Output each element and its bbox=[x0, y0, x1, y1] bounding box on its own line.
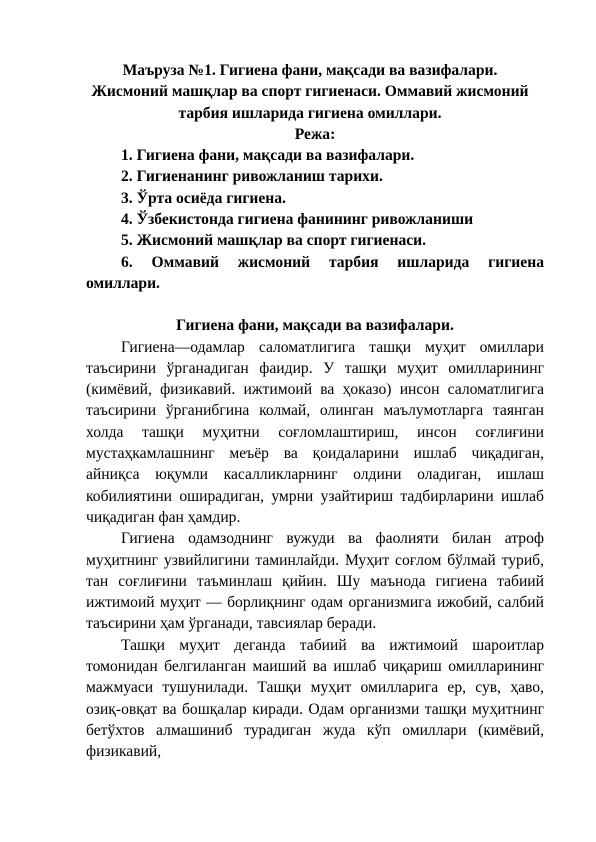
paragraph-3: Ташқи муҳит деганда табиий ва ижтимоий шароитлар томонидан белгиланган маиший ва ишлаб чиқариш омилларининг мажмуаси тушунилади. Ташқи муҳит омилларига ер, сув, ҳаво, озиқ-овқат ва бошқалар киради. Одам организми ташқи муҳитнинг бетўхтов алмашиниб турадиган жуда кўп омиллари (кимёвий, физикавий, bbox=[86, 636, 544, 761]
plan-item-5: 5. Жисмоний машқлар ва спорт гигиенаси. bbox=[121, 232, 427, 250]
plan-list bbox=[86, 145, 544, 294]
paragraph-2: Гигиена одамзоднинг вужуди ва фаолияти билан атроф муҳитнинг узвийлигини таминлайди. Муҳит соғлом бўлмай туриб, тан соғлиғини таъминлаш қийин. Шу маънода гигиена табиий ижтимоий муҳит — борлиқнинг одам организмига ижобий, салбий таъсирини ҳам ўрганади, тавсиялар беради. bbox=[86, 530, 544, 633]
paragraph-1: Гигиена—одамлар саломатлигига ташқи муҳит омиллари таъсирини ўрганадиган фаидир. У ташқи муҳит омилларининг (кимёвий, физикавий. ижтимоий ва ҳоказо) инсон саломатлигига таъсирини ўрганибгина колмай, олинган маълумотларга таянган холда ташқи муҳитни соғломлаштириш, инсон соғлиғини мустаҳкамлашнинг меъёр ва қоидаларини ишлаб чиқадиган, айниқса юқумли касалликларнинг олдини оладиган, ишлаш кобилиятини оширадиган, умрни узайтириш тадбирларини ишлаб чиқадиган фан ҳамдир. bbox=[86, 338, 544, 526]
blank-line bbox=[86, 294, 544, 315]
lecture-title: Маъруза №1. Гигиена фани, мақсади ва вазифалари. Жисмоний машқлар ва спорт гигиенаси. Оммавий жисмоний тарбия ишларида гигиена омиллари. bbox=[91, 62, 529, 122]
plan-item-6: 6. Оммавий жисмоний тарбия ишларида гигиена омиллари. bbox=[86, 253, 544, 292]
plan-item-1: 1. Гигиена фани, мақсади ва вазифалари. bbox=[121, 147, 415, 165]
section-heading: Гигиена фани, мақсади ва вазифалари. bbox=[176, 317, 454, 335]
plan-item-4: 4. Ўзбекистонда гигиена фанининг ривожланиши bbox=[121, 211, 474, 229]
plan-item-2: 2. Гигиенанинг ривожланиш тарихи. bbox=[121, 168, 383, 186]
plan-item-3: 3. Ўрта осиёда гигиена. bbox=[121, 189, 286, 207]
plan-heading: Режа: bbox=[294, 125, 336, 143]
